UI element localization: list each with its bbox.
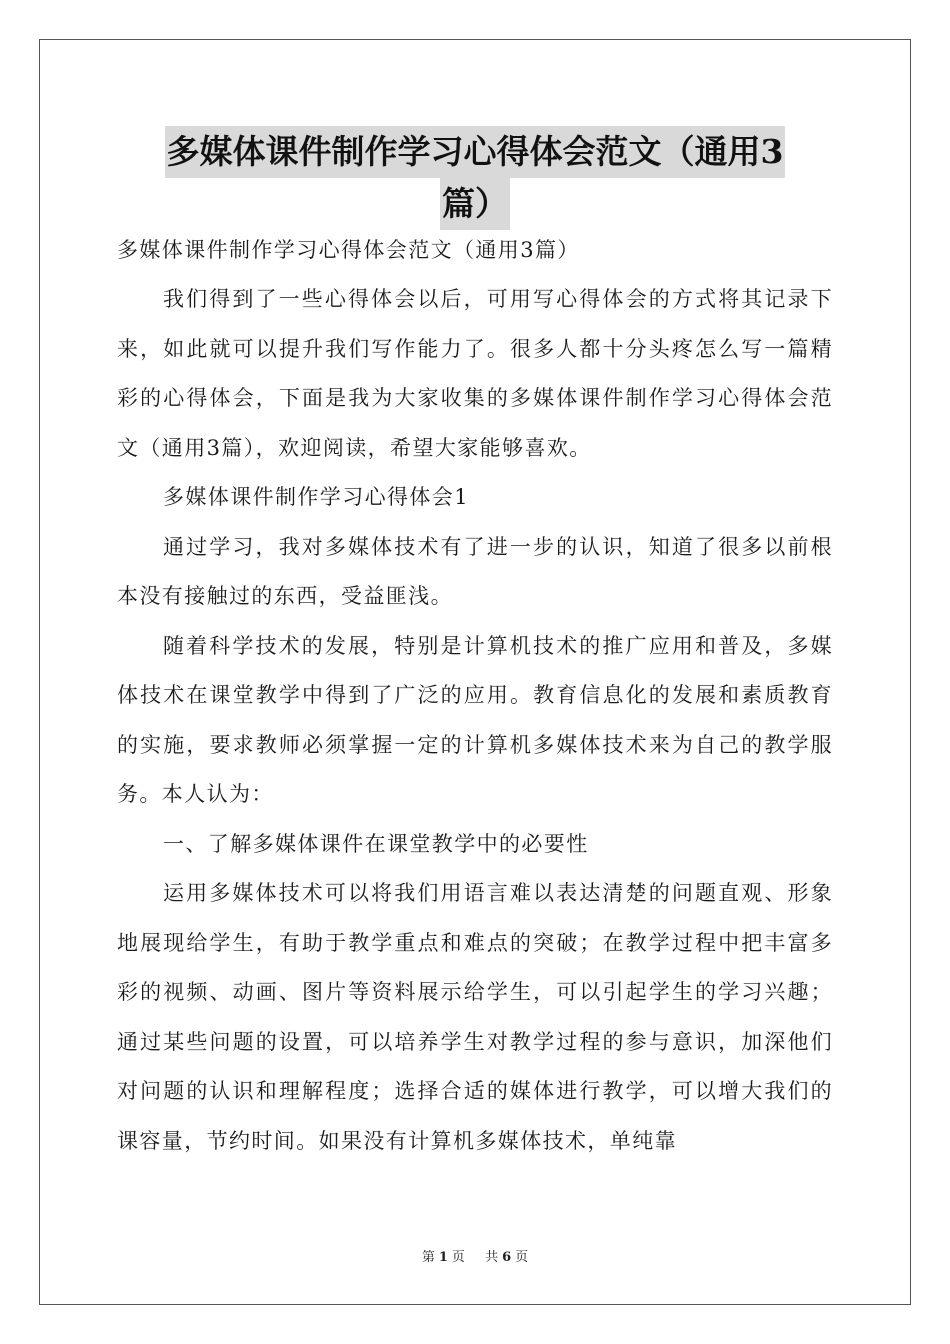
page-footer [0,1246,950,1265]
document-title [60,126,890,230]
subtitle-paragraph: 多媒体课件制作学习心得体会范文（通用3篇） [117,238,580,262]
intro-paragraph: 我们得到了一些心得体会以后，可用写心得体会的方式将其记录下来，如此就可以提升我们写作能力了。很多人都十分头疼怎么写一篇精彩的心得体会，下面是我为大家收集的多媒体课件制作学习心得体会范文（通用3篇），欢迎阅读，希望大家能够喜欢。 [117,287,833,460]
page-total: 共 6 页 [485,1250,529,1265]
document-body [117,230,833,1166]
body-paragraph: 运用多媒体技术可以将我们用语言难以表达清楚的问题直观、形象地展现给学生，有助于教学重点和难点的突破；在教学过程中把丰富多彩的视频、动画、图片等资料展示给学生，可以引起学生的学习兴趣；通过某些问题的设置，可以培养学生对教学过程的参与意识，加深他们对问题的认识和理解程度；选择合适的媒体进行教学，可以增大我们的课容量，节约时间。如果没有计算机多媒体技术，单纯靠 [117,881,833,1153]
body-paragraph: 随着科学技术的发展，特别是计算机技术的推广应用和普及，多媒体技术在课堂教学中得到了广泛的应用。教育信息化的发展和素质教育的实施，要求教师必须掌握一定的计算机多媒体技术来为自己的教学服务。本人认为： [117,633,833,806]
body-paragraph: 通过学习，我对多媒体技术有了进一步的认识，知道了很多以前根本没有接触过的东西，受益匪浅。 [117,534,833,608]
section-heading: 多媒体课件制作学习心得体会1 [163,485,469,509]
title-line-1: 多媒体课件制作学习心得体会范文（通用3 [165,126,786,178]
subsection-heading: 一、了解多媒体课件在课堂教学中的必要性 [163,831,589,856]
page-number: 第 1 页 [421,1250,465,1265]
title-line-2: 篇） [440,178,510,230]
